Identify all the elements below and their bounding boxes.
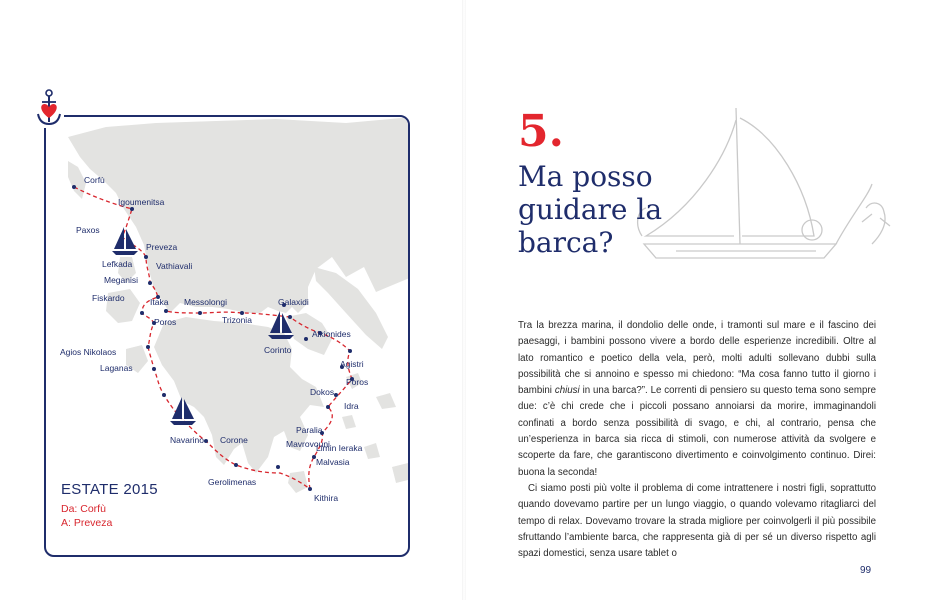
legend-title: ESTATE 2015 xyxy=(61,481,158,498)
label-meganisi: Meganisi xyxy=(104,275,139,285)
label-gerolimenas: Gerolimenas xyxy=(208,477,257,487)
label-malvasia: Malvasia xyxy=(316,457,350,467)
label-vathiavali: Vathiavali xyxy=(156,261,193,271)
kithira-island xyxy=(288,471,308,493)
paragraph-1 xyxy=(518,318,876,481)
label-trizonia: Trizonia xyxy=(222,315,252,325)
label-fiskardo: Fiskardo xyxy=(92,293,125,303)
label-agistri: Agistri xyxy=(340,359,364,369)
label-mavrovouni: Mavrovouni xyxy=(286,439,330,449)
aegean-islands xyxy=(342,373,410,483)
label-navarino: Navarino xyxy=(170,435,205,445)
label-agios-nikolaos: Agios Nikolaos xyxy=(60,347,117,357)
chapter-number: 5. xyxy=(518,106,564,157)
paragraph-1-part-b: in una barca?”. Le correnti di pensiero su questo tema sono sempre due: c’è chi crede che i piccoli possano annoiarsi da morire, immaginandoli confinati a bordo senza possibilità di svago, e chi, al contrario, pensa che un’esperienza in barca sia ricca di stimoli, con numerose attività da svolgere e scoperte da fare, che garantiscono divertimento e coinvolgimento continuo. Direi: buona la seconda! xyxy=(518,385,876,478)
label-paxos: Paxos xyxy=(76,225,100,235)
paragraph-1-emphasis: chiusi xyxy=(554,385,580,397)
label-itaka: Itaka xyxy=(150,297,169,307)
label-alkionides: Alkionides xyxy=(312,329,351,339)
page-number: 99 xyxy=(860,565,872,576)
book-gutter xyxy=(462,0,466,600)
legend-to: A: Preveza xyxy=(61,517,113,529)
label-igoumenitsa: Igoumenitsa xyxy=(118,197,165,207)
body-text xyxy=(518,318,876,562)
label-poros-ionian: Poros xyxy=(154,317,177,327)
label-corfu: Corfù xyxy=(84,175,105,185)
label-kithira: Kithira xyxy=(314,493,339,503)
label-idra: Idra xyxy=(344,401,359,411)
label-paralia: Paralia xyxy=(296,425,323,435)
paragraph-1-part-a: Tra la brezza marina, il dondolio delle onde, i tramonti sul mare e il fascino dei paesaggi, i bambini possono vivere a bordo delle esperienze incredibili. Oltre al lato romantico e poetico della vela, però, molti adulti sollevano dubbi sulla possibilità che si annoino e spesso mi chiedono: “Ma cosa fanno tutto il giorno i bambini xyxy=(518,320,876,397)
anchor-heart-icon xyxy=(34,88,64,128)
label-laganas: Laganas xyxy=(100,363,133,373)
label-limin-ieraka: Limin Ieraka xyxy=(316,443,363,453)
label-preveza: Preveza xyxy=(146,242,178,252)
label-lefkada: Lefkada xyxy=(102,259,133,269)
chapter-title: Ma posso guidare la barca? xyxy=(518,160,663,259)
paragraph-2: Ci siamo posti più volte il problema di come intrattenere i nostri figli, soprattutto quando dovevamo partire per un lungo viaggio, o quando volevamo ritagliarci del tempo di relax. Dovevamo trovare la strada migliore per coinvolgerli il più possibile sfruttando l’ambiente barca, che rappresenta già di per sé un diverso rispetto agli spazi domestici, senza usare tablet o xyxy=(518,482,876,560)
label-poros-saronic: Poros xyxy=(346,377,369,387)
label-corone: Corone xyxy=(220,435,248,445)
label-messolongi: Messolongi xyxy=(184,297,227,307)
label-corinto: Corinto xyxy=(264,345,292,355)
label-dokos: Dokos xyxy=(310,387,335,397)
map-legend xyxy=(61,481,158,530)
legend-from: Da: Corfù xyxy=(61,503,106,515)
label-galaxidi: Galaxidi xyxy=(278,297,309,307)
